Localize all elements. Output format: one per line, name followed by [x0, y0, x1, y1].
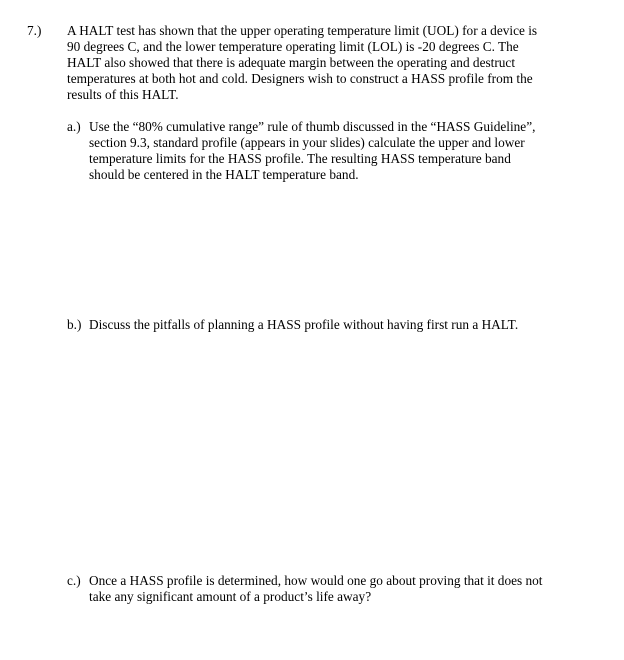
part-a-line: Use the “80% cumulative range” rule of thumb discussed in the “HASS Guideline”, [89, 119, 536, 134]
intro-line: results of this HALT. [67, 87, 179, 102]
part-c-label: c.) [67, 573, 81, 588]
part-a-label: a.) [67, 119, 81, 134]
intro-line: temperatures at both hot and cold. Designers wish to construct a HASS profile from the [67, 71, 533, 86]
part-c-line: take any significant amount of a product’s life away? [89, 589, 372, 604]
intro-line: A HALT test has shown that the upper operating temperature limit (UOL) for a device is [67, 23, 538, 38]
question-number: 7.) [27, 23, 42, 38]
part-a-line: section 9.3, standard profile (appears in your slides) calculate the upper and lower [89, 135, 525, 150]
part-a-line: temperature limits for the HASS profile. The resulting HASS temperature band [89, 151, 511, 166]
part-b-label: b.) [67, 317, 82, 332]
part-a-line: should be centered in the HALT temperature band. [89, 167, 359, 182]
intro-line: 90 degrees C, and the lower temperature operating limit (LOL) is -20 degrees C. The [67, 39, 519, 54]
intro-line: HALT also showed that there is adequate margin between the operating and destruct [67, 55, 516, 70]
part-c-line: Once a HASS profile is determined, how would one go about proving that it does not [89, 573, 543, 588]
part-b-line: Discuss the pitfalls of planning a HASS profile without having first run a HALT. [89, 317, 519, 332]
